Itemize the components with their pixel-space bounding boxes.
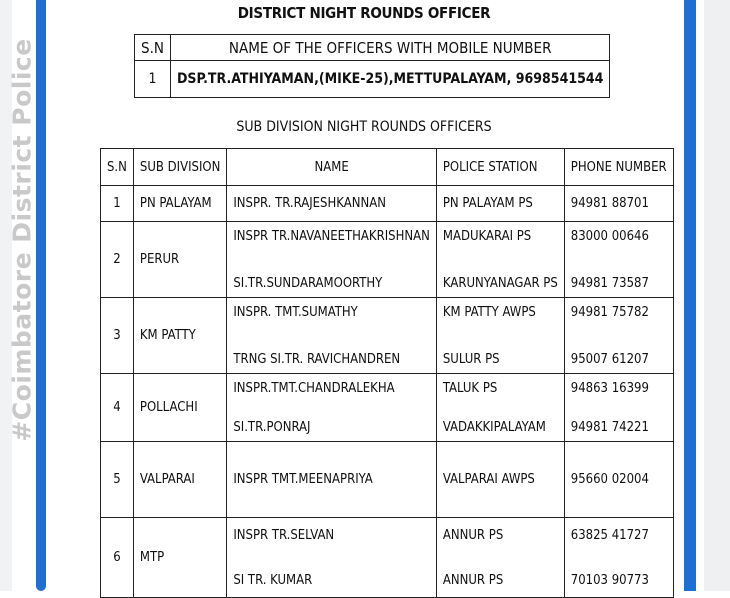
police-station: SULUR PS bbox=[442, 351, 500, 367]
officer-name: SI TR. KUMAR bbox=[233, 572, 313, 588]
row-police-stations bbox=[436, 518, 564, 598]
table-row bbox=[101, 442, 674, 518]
officer-name: INSPR TR.SELVAN bbox=[233, 527, 335, 543]
table-row bbox=[135, 61, 610, 98]
phone-number: 95007 61207 bbox=[570, 351, 649, 367]
row-phone-numbers bbox=[564, 374, 673, 442]
phone-number: 94981 73587 bbox=[570, 275, 649, 291]
row-sub-division: PERUR bbox=[133, 222, 226, 298]
row-sub-division: VALPARAI bbox=[133, 442, 226, 518]
phone-number: 70103 90773 bbox=[570, 572, 649, 588]
row-sn: 3 bbox=[101, 298, 134, 374]
officer-details: DSP.TR.ATHIYAMAN,(MIKE-25),METTUPALAYAM, 9698541544 bbox=[170, 61, 609, 98]
table-row bbox=[101, 186, 674, 222]
right-blue-stripe bbox=[684, 0, 696, 591]
row-sn: 2 bbox=[101, 222, 134, 298]
row-sub-division: KM PATTY bbox=[133, 298, 226, 374]
row-officer-names bbox=[227, 374, 437, 442]
row-phone-numbers bbox=[564, 518, 673, 598]
row-officer-names bbox=[227, 222, 437, 298]
header-phone-number: PHONE NUMBER bbox=[564, 149, 673, 186]
header-sub-division: SUB DIVISION bbox=[133, 149, 226, 186]
row-sn: 5 bbox=[101, 442, 134, 518]
table-row bbox=[101, 298, 674, 374]
table-header-row bbox=[135, 35, 610, 61]
police-station: ANNUR PS bbox=[442, 527, 504, 543]
row-phone-number: 94981 88701 bbox=[564, 186, 673, 222]
row-sub-division: PN PALAYAM bbox=[133, 186, 226, 222]
header-name: NAME bbox=[227, 149, 437, 186]
row-police-stations bbox=[436, 222, 564, 298]
district-officer-table bbox=[134, 34, 610, 98]
header-sn: S.N bbox=[135, 35, 171, 61]
row-phone-number: 95660 02004 bbox=[564, 442, 673, 518]
officer-name: INSPR.TMT.CHANDRALEKHA bbox=[233, 380, 395, 396]
officer-name: TRNG SI.TR. RAVICHANDREN bbox=[233, 351, 401, 367]
officer-name: INSPR TR.NAVANEETHAKRISHNAN bbox=[233, 228, 430, 244]
subdivision-title: SUB DIVISION NIGHT ROUNDS OFFICERS bbox=[236, 119, 492, 135]
header-officer-name: NAME OF THE OFFICERS WITH MOBILE NUMBER bbox=[170, 35, 609, 61]
phone-number: 94863 16399 bbox=[570, 380, 649, 396]
row-officer-names bbox=[227, 518, 437, 598]
row-police-station: PN PALAYAM PS bbox=[436, 186, 564, 222]
officer-name: SI.TR.SUNDARAMOORTHY bbox=[233, 275, 383, 291]
row-sn: 1 bbox=[135, 61, 171, 98]
row-officer-name: INSPR. TR.RAJESHKANNAN bbox=[227, 186, 437, 222]
right-margin bbox=[704, 0, 730, 591]
row-sub-division: MTP bbox=[133, 518, 226, 598]
row-officer-name: INSPR TMT.MEENAPRIYA bbox=[227, 442, 437, 518]
row-police-stations bbox=[436, 298, 564, 374]
watermark: #Coimbatore District Police bbox=[7, 38, 37, 442]
row-officer-names bbox=[227, 298, 437, 374]
police-station: TALUK PS bbox=[442, 380, 498, 396]
row-police-stations bbox=[436, 374, 564, 442]
phone-number: 63825 41727 bbox=[570, 527, 649, 543]
police-station: VADAKKIPALAYAM bbox=[442, 419, 546, 435]
district-title: DISTRICT NIGHT ROUNDS OFFICER bbox=[237, 4, 491, 22]
table-row bbox=[101, 222, 674, 298]
row-sub-division: POLLACHI bbox=[133, 374, 226, 442]
police-station: KARUNYANAGAR PS bbox=[442, 275, 558, 291]
officer-name: SI.TR.PONRAJ bbox=[233, 419, 311, 435]
table-header-row bbox=[101, 149, 674, 186]
officer-name: INSPR. TMT.SUMATHY bbox=[233, 304, 358, 320]
left-blue-stripe bbox=[36, 0, 46, 591]
row-sn: 4 bbox=[101, 374, 134, 442]
phone-number: 83000 00646 bbox=[570, 228, 649, 244]
phone-number: 94981 74221 bbox=[570, 419, 649, 435]
table-row bbox=[101, 518, 674, 598]
row-sn: 6 bbox=[101, 518, 134, 598]
police-station: MADUKARAI PS bbox=[442, 228, 532, 244]
subdivision-officers-table bbox=[100, 148, 674, 598]
row-phone-numbers bbox=[564, 298, 673, 374]
police-station: ANNUR PS bbox=[442, 572, 504, 588]
row-sn: 1 bbox=[101, 186, 134, 222]
row-police-station: VALPARAI AWPS bbox=[436, 442, 564, 518]
police-station: KM PATTY AWPS bbox=[442, 304, 536, 320]
table-row bbox=[101, 374, 674, 442]
header-police-station: POLICE STATION bbox=[436, 149, 564, 186]
header-sn: S.N bbox=[101, 149, 134, 186]
row-phone-numbers bbox=[564, 222, 673, 298]
phone-number: 94981 75782 bbox=[570, 304, 649, 320]
